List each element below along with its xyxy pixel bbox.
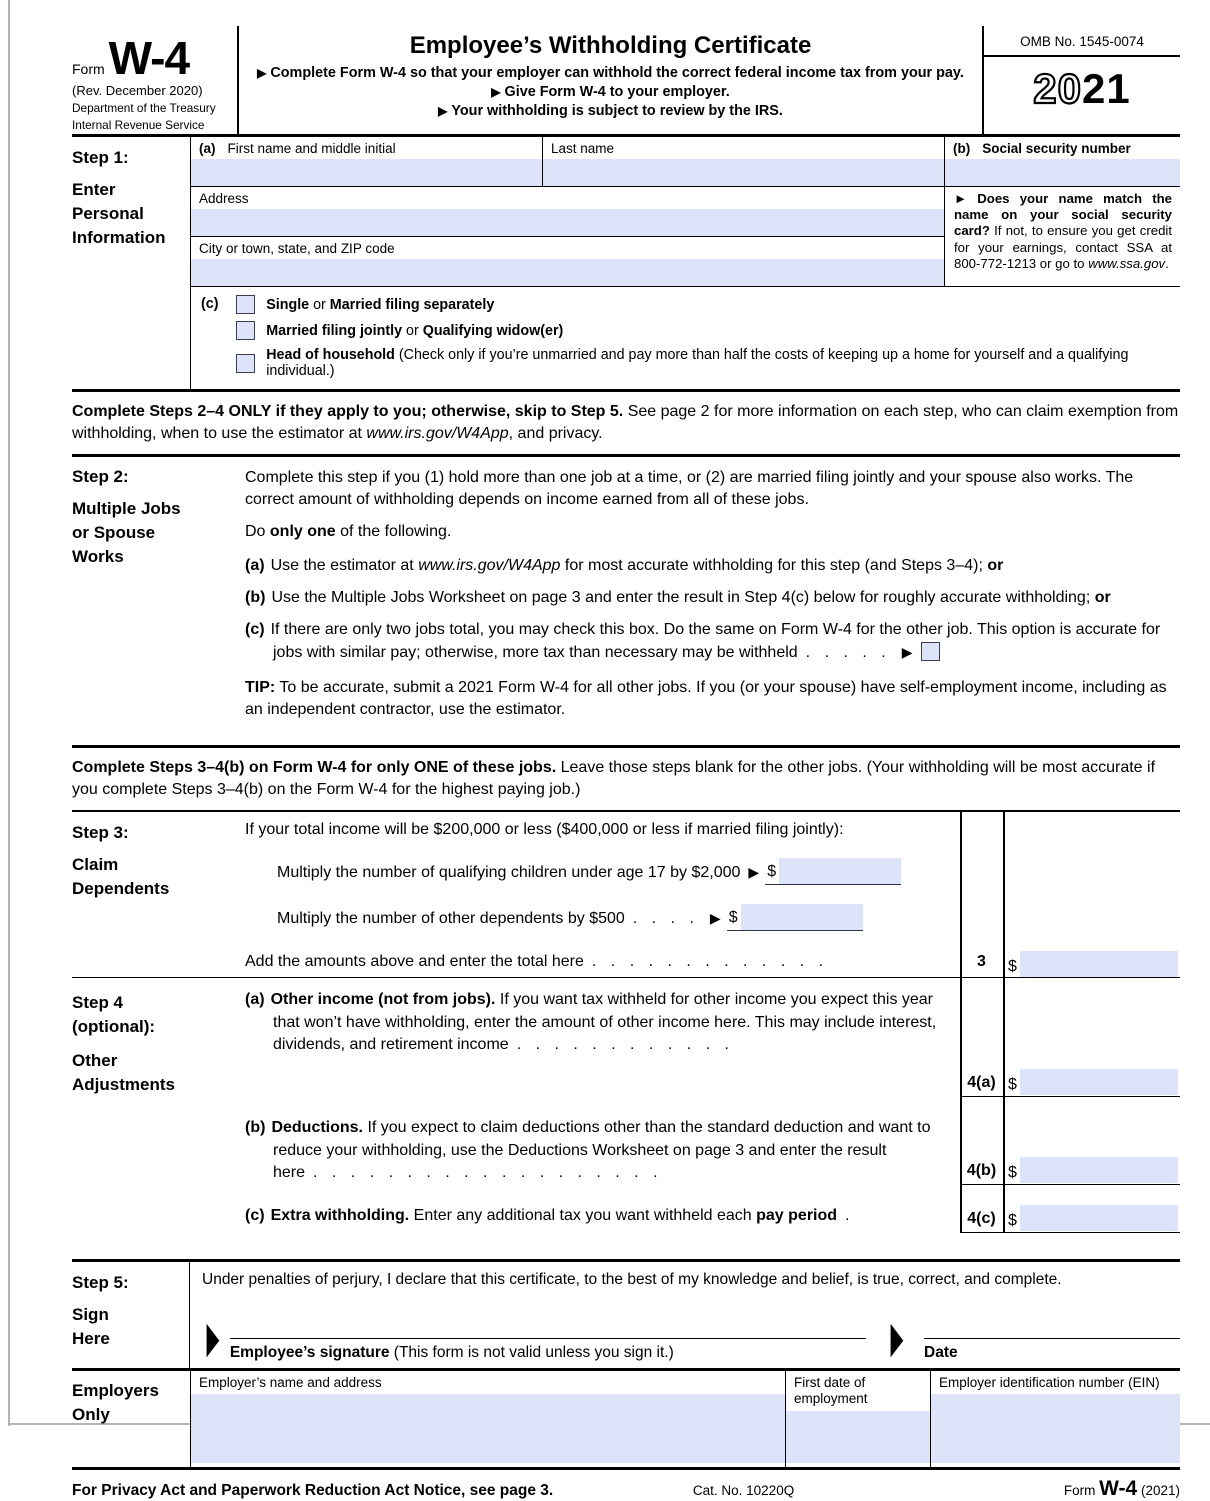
- step3-subtitle-line2: Dependents: [72, 879, 170, 898]
- step4b-tag: (b): [245, 1119, 266, 1136]
- step2-do-line: [245, 521, 1180, 543]
- step5-label: [72, 1262, 190, 1368]
- filing-option-hoh-label: [266, 347, 1180, 379]
- steps24-note-text2: , and privacy.: [508, 424, 603, 442]
- employer-name-label: Employer’s name and address: [199, 1374, 382, 1390]
- signature-label: [230, 1339, 866, 1362]
- step2-c-text: If there are only two jobs total, you may check this box. Do the same on Form W-4 for the other job. This option is accurate for jobs with similar pay; otherwise, more tax than necessary may be withheld: [270, 621, 1161, 661]
- steps24-note: [72, 392, 1180, 454]
- step3-total-line: [190, 931, 960, 977]
- form-w4-page: [72, 26, 1180, 1501]
- step4-title: Step 4 (optional):: [72, 993, 156, 1036]
- filing-option-married-jointly-label: [266, 323, 563, 339]
- step1-subtitle-line2: Personal: [72, 204, 144, 223]
- step2-a-tag: (a): [245, 557, 265, 574]
- step2-a-or: or: [987, 557, 1004, 574]
- dollar-sign: $: [1008, 1211, 1017, 1229]
- filing-hoh-bold1: Head of household: [266, 347, 395, 363]
- step4-subtitle: Other Adjustments: [72, 1051, 175, 1094]
- step3-children-line: [190, 839, 960, 885]
- step4b-row-number: 4(b): [960, 1162, 1003, 1185]
- step2-label: [72, 465, 245, 737]
- step2-tip: [245, 677, 1180, 721]
- step4b-amount-cell: [1003, 1157, 1180, 1185]
- footer-form-word: Form: [1063, 1482, 1096, 1498]
- header-bullet-2-text: Give Form W-4 to your employer.: [504, 84, 730, 100]
- head-of-household-checkbox[interactable]: [236, 354, 255, 373]
- step5-subtitle-line1: Sign: [72, 1304, 109, 1324]
- step2-b-or: or: [1094, 589, 1111, 606]
- step2-tip-bold: TIP:: [245, 679, 276, 696]
- dollar-sign: $: [1008, 1163, 1017, 1181]
- married-filing-jointly-checkbox[interactable]: [236, 321, 255, 340]
- city-cell: [190, 237, 944, 287]
- ssa-note-text: If not, to ensure you get credit for your earnings, contact SSA at 800-772-1213 or go to: [954, 223, 1172, 271]
- step3-section: [72, 812, 1180, 978]
- step4a-amount-cell: [1003, 1069, 1180, 1097]
- ssn-label: [945, 137, 1180, 159]
- filing-status-tag: (c): [201, 296, 219, 312]
- privacy-act-notice: For Privacy Act and Paperwork Reduction Act Notice, see page 3.: [72, 1481, 554, 1499]
- arrow-icon: ▶: [901, 644, 913, 660]
- step3-label: [72, 812, 190, 977]
- filing-single-mid: or: [309, 296, 330, 313]
- dot-leader: . . . . .: [805, 644, 886, 661]
- date-arrow-icon: ▶: [890, 1312, 904, 1362]
- step4c-label-spacer: [72, 1205, 190, 1233]
- step4-label: [72, 989, 190, 1097]
- ssa-name-match-note: [944, 187, 1180, 287]
- step2-b-text: Use the Multiple Jobs Worksheet on page 3 and enter the result in Step 4(c) below for roughly accurate withholding;: [271, 589, 1095, 606]
- form-number: W-4: [108, 32, 190, 84]
- address-input[interactable]: [191, 209, 944, 236]
- step3-other-dependents-text: Multiply the number of other dependents by $500: [277, 910, 625, 927]
- dot-leader: . . . .: [632, 910, 694, 927]
- step4b-bold: Deductions.: [271, 1119, 363, 1136]
- single-or-married-filing-separately-checkbox[interactable]: [236, 295, 255, 314]
- step5-subtitle-line2: Here: [72, 1328, 110, 1348]
- step1-section: [72, 137, 1180, 389]
- step4a-bold: Other income (not from jobs).: [270, 991, 496, 1008]
- step2-intro: Complete this step if you (1) hold more than one job at a time, or (2) are married filing jointly and your spouse also works. The correct amount of withholding depends on income earned from all of these jobs.: [245, 469, 1134, 508]
- first-name-tag: (a): [199, 141, 216, 156]
- step2-c-tag: (c): [245, 621, 265, 638]
- ssn-label-text: Social security number: [982, 141, 1131, 156]
- ssn-input[interactable]: [945, 159, 1180, 186]
- signature-row: [202, 1305, 1180, 1362]
- signature-arrow-icon: ▶: [206, 1312, 220, 1362]
- employers-only-line2: Only: [72, 1404, 110, 1424]
- first-date-label: First date of employment: [794, 1374, 868, 1406]
- date-column: [924, 1305, 1180, 1362]
- header-bullet-3-text: Your withholding is subject to review by the IRS.: [451, 103, 783, 119]
- qualifying-children-amount-input[interactable]: [779, 858, 901, 884]
- form-footer-id: [1064, 1477, 1180, 1501]
- ein-label: Employer identification number (EIN): [939, 1374, 1160, 1390]
- step3-title: Step 3:: [72, 823, 129, 842]
- page-edge-left: [8, 0, 10, 1426]
- form-revision: (Rev. December 2020): [72, 83, 203, 98]
- step3-other-dependents-line: [190, 885, 960, 931]
- step2-a-pre: Use the estimator at: [270, 557, 419, 574]
- dot-leader: . . . . . . . . . . . . .: [591, 953, 824, 970]
- step2-do-post: of the following.: [335, 523, 452, 540]
- last-name-label: Last name: [551, 141, 615, 156]
- steps34-note-text: Leave those steps blank for the other jobs. (Your withholding will be most accurate if you complete Steps 3–4(b) on the Form W-4 for the highest paying job.): [72, 759, 1156, 798]
- form-title: Employee’s Withholding Certificate: [409, 32, 812, 59]
- step1-title: Step 1:: [72, 148, 129, 167]
- row-number-column-rule: [960, 812, 962, 1233]
- first-name-label: [191, 137, 542, 159]
- step4a-text: [190, 989, 960, 1097]
- steps34-table: [72, 810, 1180, 1233]
- filing-single-bold2: Married filing separately: [329, 296, 495, 313]
- filing-hoh-rest: (Check only if you’re unmarried and pay more than half the costs of keeping up a home for yourself and a qualifying individual.): [266, 347, 1129, 379]
- first-name-cell: [190, 137, 542, 187]
- filing-status-options: [236, 295, 1180, 379]
- step4c-body-text: Enter any additional tax you want withheld each: [409, 1206, 757, 1224]
- ssa-note-arrow-icon: ►: [954, 191, 968, 206]
- step4c-tag: (c): [245, 1206, 265, 1224]
- step4a-body-text: If you want tax withheld for other income you expect this year that won’t have withholding, enter the amount of other income here. This may include interest, dividends, and retirement income: [273, 991, 937, 1053]
- dot-leader: .: [845, 1206, 850, 1224]
- step2-a-post: for most accurate withholding for this step (and Steps 3–4);: [560, 557, 988, 574]
- dot-leader: . . . . . . . . . . . .: [516, 1036, 729, 1053]
- step3-total-input[interactable]: [1020, 951, 1178, 977]
- step3-intro: If your total income will be $200,000 or less ($400,000 or less if married filing jointly):: [245, 821, 844, 838]
- step1-subtitle-line1: Enter: [72, 180, 116, 199]
- step1-subtitle-line3: Information: [72, 228, 166, 247]
- step4c-bold2: pay period: [756, 1206, 838, 1224]
- step4b-label-spacer: [72, 1117, 190, 1185]
- step4c-row-number: 4(c): [960, 1210, 1003, 1233]
- form-word: Form: [72, 61, 105, 77]
- omb-year-block: [984, 26, 1180, 134]
- dollar-sign: $: [767, 863, 777, 880]
- deductions-input[interactable]: [1020, 1157, 1178, 1183]
- two-jobs-checkbox[interactable]: [921, 642, 940, 661]
- filing-mfj-bold1: Married filing jointly: [266, 322, 403, 339]
- filing-option-single: [236, 295, 1180, 314]
- dollar-sign: $: [1008, 958, 1017, 975]
- header-bullet-1: [247, 64, 974, 83]
- date-label-text: Date: [924, 1343, 958, 1361]
- department-line2: Internal Revenue Service: [72, 118, 205, 132]
- step4a-row-number: 4(a): [960, 1074, 1003, 1097]
- step2-item-b: [245, 587, 1180, 609]
- ssa-note-bold: Does your name match the name on your social security card?: [954, 191, 1172, 239]
- first-date-of-employment-input[interactable]: [786, 1411, 930, 1463]
- step5-body: [190, 1262, 1180, 1368]
- step4c-text: [190, 1205, 960, 1233]
- step2-tip-text: To be accurate, submit a 2021 Form W-4 for all other jobs. If you (or your spouse) have self-employment income, including as an independent contractor, use the estimator.: [245, 679, 1167, 718]
- first-name-input[interactable]: [191, 159, 542, 186]
- step4a-row: [72, 989, 1180, 1097]
- step3-other-dependents-amount: [727, 904, 863, 931]
- ssn-tag: (b): [953, 141, 971, 156]
- arrow-icon: ▶: [491, 85, 501, 99]
- omb-number: OMB No. 1545-0074: [984, 26, 1180, 57]
- employer-name-address-input[interactable]: [191, 1394, 785, 1463]
- step4b-row: [72, 1117, 1180, 1185]
- filing-mfj-mid: or: [402, 322, 423, 339]
- employers-only-section: [72, 1371, 1180, 1467]
- ssa-note-period: .: [1165, 255, 1169, 271]
- employee-signature-line[interactable]: [230, 1305, 866, 1339]
- step2-title: Step 2:: [72, 467, 129, 486]
- steps34-note-bold: Complete Steps 3–4(b) on Form W-4 for only ONE of these jobs.: [72, 759, 557, 776]
- step4c-amount-cell: [1003, 1205, 1180, 1233]
- filing-option-married-jointly: [236, 321, 1180, 340]
- first-date-cell: [785, 1371, 930, 1467]
- step2-item-c: [245, 619, 1180, 664]
- signature-column: [230, 1305, 866, 1362]
- ein-cell: [930, 1371, 1180, 1467]
- arrow-icon: ▶: [438, 104, 448, 118]
- footer-form-year: (2021): [1140, 1482, 1180, 1498]
- ssa-gov-link: www.ssa.gov: [1088, 255, 1166, 271]
- step4a-tag: (a): [245, 991, 265, 1008]
- step2-section: [72, 457, 1180, 745]
- date-line[interactable]: [924, 1305, 1180, 1339]
- step2-body: [245, 465, 1180, 737]
- ein-input[interactable]: [931, 1394, 1180, 1463]
- filing-single-bold1: Single: [266, 296, 310, 313]
- step3-children-amount: [765, 858, 901, 885]
- w4app-link: www.irs.gov/W4App: [366, 424, 509, 442]
- steps24-note-bold: Complete Steps 2–4 ONLY if they apply to you; otherwise, skip to Step 5.: [72, 403, 624, 420]
- filing-status-cell: [190, 287, 1180, 389]
- step4b-body-text: If you expect to claim deductions other than the standard deduction and want to reduce your withholding, use the Deductions Worksheet on page 3 and enter the result here: [273, 1119, 931, 1181]
- steps24-note-text1: See page 2 for more information on each step, who can claim exemption from withholding, when to use the estimator at: [72, 403, 1179, 442]
- department-line1: Department of the Treasury: [72, 101, 216, 115]
- other-dependents-amount-input[interactable]: [741, 904, 863, 930]
- step3-total-amount-cell: [1003, 951, 1180, 977]
- address-cell: [190, 187, 944, 237]
- step2-do-bold: only one: [269, 523, 336, 540]
- step2-do-pre: Do: [245, 523, 270, 540]
- last-name-input[interactable]: [543, 159, 944, 186]
- extra-withholding-input[interactable]: [1020, 1205, 1178, 1231]
- steps34-note: [72, 748, 1180, 810]
- step4c-row: [72, 1205, 1180, 1233]
- form-title-block: [237, 26, 984, 134]
- step5-title: Step 5:: [72, 1272, 129, 1292]
- employers-only-line1: Employers: [72, 1380, 159, 1400]
- first-name-label-text: First name and middle initial: [227, 141, 396, 156]
- arrow-icon: ▶: [748, 864, 760, 880]
- perjury-statement: Under penalties of perjury, I declare that this certificate, to the best of my knowledge and belief, is true, correct, and complete.: [202, 1270, 1062, 1288]
- step4c-bold: Extra withholding.: [270, 1206, 410, 1224]
- dollar-sign: $: [1008, 1076, 1017, 1093]
- step4b-text: [190, 1117, 960, 1185]
- year-outline-digits: 20: [1033, 65, 1082, 112]
- header-bullet-2: [247, 83, 974, 102]
- step1-label: [72, 137, 190, 389]
- step5-section: [72, 1262, 1180, 1368]
- filing-option-single-label: [266, 297, 494, 313]
- dot-leader: . . . . . . . . . . . . . . . . . . .: [313, 1164, 658, 1181]
- signature-label-bold: Employee’s signature: [229, 1343, 390, 1361]
- signature-label-rest: (This form is not valid unless you sign it.): [389, 1343, 674, 1361]
- step3-subtitle-line1: Claim: [72, 855, 119, 874]
- step2-item-a: [245, 555, 1180, 577]
- step2-b-tag: (b): [245, 589, 266, 606]
- amount-column-rule: [1003, 812, 1005, 1233]
- tax-year: [984, 57, 1180, 113]
- footer-form-number: W-4: [1099, 1476, 1138, 1500]
- step3-children-text: Multiply the number of qualifying children under age 17 by $2,000: [277, 864, 741, 881]
- step2-subtitle: Multiple Jobs or Spouse Works: [72, 499, 181, 566]
- form-header: [72, 26, 1180, 137]
- city-label: City or town, state, and ZIP code: [199, 241, 395, 256]
- year-solid-digits: 21: [1082, 65, 1131, 112]
- other-income-input[interactable]: [1020, 1069, 1178, 1095]
- address-label: Address: [199, 191, 249, 206]
- catalog-number: Cat. No. 10220Q: [692, 1482, 795, 1498]
- filing-mfj-bold2: Qualifying widow(er): [422, 322, 564, 339]
- spacer: [72, 1233, 1180, 1259]
- header-bullet-3: [247, 102, 974, 121]
- employers-only-label: [72, 1371, 190, 1467]
- step3-total-text: Add the amounts above and enter the total here: [245, 953, 584, 970]
- page-footer: [72, 1470, 1180, 1501]
- w4app-link: www.irs.gov/W4App: [418, 557, 561, 574]
- form-identity-block: [72, 26, 237, 134]
- last-name-cell: [542, 137, 944, 187]
- arrow-icon: ▶: [709, 910, 721, 926]
- ssn-cell: [944, 137, 1180, 187]
- city-input[interactable]: [191, 259, 944, 286]
- employer-name-cell: [190, 1371, 785, 1467]
- filing-option-head-of-household: [236, 347, 1180, 379]
- step3-row-number: 3: [977, 953, 986, 970]
- dollar-sign: $: [728, 909, 738, 926]
- arrow-icon: ▶: [257, 66, 267, 80]
- header-bullet-1-text: Complete Form W-4 so that your employer can withhold the correct federal income tax from your pay.: [270, 65, 964, 81]
- date-label: [924, 1339, 1180, 1362]
